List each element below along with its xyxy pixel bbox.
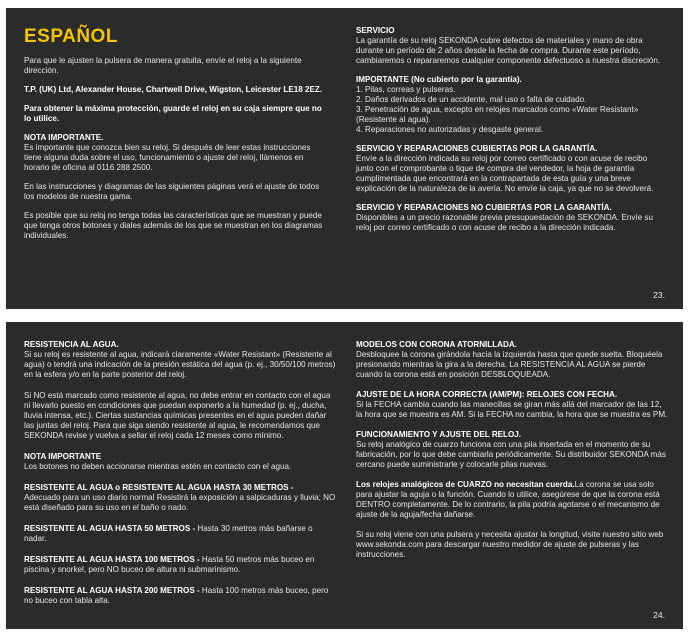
strap-text: Si su reloj viene con una pulsera y necesita ajustar la longitud, visite nuestro sitio web www.sekonda.com para descargar nuestro medidor de ajuste de pulseras y las instrucciones. xyxy=(356,530,664,559)
quartz-section xyxy=(356,480,668,520)
wr200-section xyxy=(24,586,336,606)
ampm-text: Si la FECHA cambia cuando las manecillas se giran más allá del marcador de las 12, la hora que se muestra es AM. Si la FECHA no cambia, la hora que se muestra es PM. xyxy=(356,400,668,419)
uncovered-text: Disponibles a un precio razonable previa presupuestación de SEKONDA. Envíe su reloj por correo certificado o con acuse de recibo a la dirección indicada. xyxy=(356,213,653,232)
wr50-heading: RESISTENTE AL AGUA HASTA 50 METROS - xyxy=(24,524,196,533)
water-resistance-section xyxy=(24,340,336,380)
instructions-text: En las instrucciones y diagramas de las siguientes páginas verá el ajuste de todos los modelos de nuestra gama. xyxy=(24,182,320,201)
function-heading: FUNCIONAMIENTO Y AJUSTE DEL RELOJ. xyxy=(356,430,522,439)
not-marked-text: Si NO está marcado como resistente al agua, no debe entrar en contacto con el agua ni llevarlo puesto en condiciones que puedan exponerlo a la humedad (p. ej., ducha, lluvia intensa, etc.). Ciertas sustancias químicas presentes en el agua pueden dañar las juntas del reloj. Para que siga siendo resistente al agua, le recomendamos que SEKONDA revise y vuelva a sellar el reloj cada 12 meses como mínimo. xyxy=(24,391,331,440)
not-covered-heading: IMPORTANTE (No cubierto por la garantía). xyxy=(356,75,522,84)
page-24-right-column xyxy=(356,340,668,570)
covered-text: Envíe a la dirección indicada su reloj por correo certificado o con acuse de recibo junto con el comprobante o tique de compra del vendedor, la hoja de garantía cumplimentada que encontrará en la contrapartada de esta guía y una breve explicación de la naturaleza de la avería. No envíe la caja, ya que no se devolverá. xyxy=(356,154,654,193)
service-section xyxy=(356,26,664,66)
buttons-note xyxy=(24,452,336,472)
features-text: Es posible que su reloj no tenga todas las características que se muestran y puede que tenga otros botones y diales además de los que se muestran en los diagramas individuales. xyxy=(24,211,323,240)
page-23-right-column xyxy=(356,26,664,242)
quartz-text: La corona se usa solo para ajustar la aguja o la función. Cuando lo utilice, asegúrese de que la corona está DENTRO completamente. De lo contrario, la pila podría agotarse o el mecanismo de ajuste de la aguja/fecha dañarse. xyxy=(356,480,660,519)
page-24 xyxy=(6,322,683,629)
wr30-heading: RESISTENTE AL AGUA o RESISTENTE AL AGUA HASTA 30 METROS - xyxy=(24,483,294,492)
screw-crown-text: Desbloquee la corona girándola hacia la izquierda hasta que quede suelta. Bloquéela presionando mientras la gira a la derecha. La RESISTENCIA AL AGUA se pierde cuando la corona está en posición DESBLOQUEADA. xyxy=(356,350,663,379)
page-24-left-column xyxy=(24,340,336,617)
wr30-text: Adecuado para un uso diario normal Resistirá la exposición a salpicaduras y lluvia; NO está diseñado para su uso en el baño o nado. xyxy=(24,493,336,512)
wr50-section xyxy=(24,524,336,544)
covered-heading: SERVICIO Y REPARACIONES CUBIERTAS POR LA GARANTÍA. xyxy=(356,144,598,153)
ampm-section xyxy=(356,390,668,420)
not-covered-item: 3. Penetración de agua, excepto en relojes marcados como «Water Resistant» (Resistente al agua). xyxy=(356,105,639,124)
buttons-note-text: Los botones no deben accionarse mientras estén en contacto con el agua. xyxy=(24,462,292,471)
function-section xyxy=(356,430,668,470)
service-text: La garantía de su reloj SEKONDA cubre defectos de materiales y mano de obra durante un período de 2 años desde la fecha de compra. Durante este período, cambiaremos o repararemos cualquier componente defectuoso a nuestra discreción. xyxy=(356,36,661,65)
covered-section xyxy=(356,144,664,194)
wr100-section xyxy=(24,555,336,575)
intro-text: Para que le ajusten la pulsera de manera gratuita, envíe el reloj a la siguiente dirección. xyxy=(24,56,302,75)
uncovered-heading: SERVICIO Y REPARACIONES NO CUBIERTAS POR LA GARANTÍA. xyxy=(356,203,612,212)
return-address: T.P. (UK) Ltd, Alexander House, Chartwell Drive, Wigston, Leicester LE18 2EZ. xyxy=(24,85,323,94)
not-covered-item: 1. Pilas, correas y pulseras. xyxy=(356,85,456,94)
quartz-heading: Los relojes analógicos de CUARZO no necesitan cuerda. xyxy=(356,480,575,489)
wr100-heading: RESISTENTE AL AGUA HASTA 100 METROS - xyxy=(24,555,200,564)
wr200-heading: RESISTENTE AL AGUA HASTA 200 METROS - xyxy=(24,586,200,595)
important-note xyxy=(24,133,329,173)
screw-crown-section xyxy=(356,340,668,380)
important-note-text: Es importante que conozca bien su reloj. Si después de leer estas instrucciones tiene alguna duda sobre el uso, funcionamiento o ajuste del reloj, llámenos en horario de oficina al 0116 288 2500. xyxy=(24,143,311,172)
page-number: 24. xyxy=(653,610,665,620)
page-23 xyxy=(6,8,683,309)
wr100-text: Hasta 50 metros más buceo en piscina y snorkel, pero NO buceo de altura ni submarinismo. xyxy=(24,555,315,574)
wr30-section xyxy=(24,483,336,513)
function-text: Su reloj analógico de cuarzo funciona con una pila insertada en el momento de su fabricación, por lo que debe cambiarla periódicamente. Su distribuidor SEKONDA más cercano puede suministrarle y colocarle pilas nuevas. xyxy=(356,440,666,469)
wr50-text: Hasta 30 metros más bañarse o nadar. xyxy=(24,524,313,543)
not-covered-item: 4. Reparaciones no autorizadas y desgaste general. xyxy=(356,125,544,134)
not-covered-item: 2. Daños derivados de un accidente, mal uso o falta de cuidado. xyxy=(356,95,587,104)
wr200-text: Hasta 100 metros más buceo, pero no buceo con tabla alta. xyxy=(24,586,329,605)
not-covered-section xyxy=(356,75,664,135)
water-resistance-text: Si su reloj es resistente al agua, indicará claramente «Water Resistant» (Resistente al agua) o tendrá una indicación de la presión estática del agua (p. ej., 30/50/100 metros) en la esfera y/o en la parte posterior del reloj. xyxy=(24,350,336,379)
uncovered-section xyxy=(356,203,664,233)
important-note-heading: NOTA IMPORTANTE. xyxy=(24,133,104,142)
ampm-heading: AJUSTE DE LA HORA CORRECTA (AM/PM): RELOJES CON FECHA. xyxy=(356,390,618,399)
page-23-left-column xyxy=(24,26,329,250)
page-number: 23. xyxy=(653,290,665,300)
buttons-note-heading: NOTA IMPORTANTE xyxy=(24,452,102,461)
screw-crown-heading: MODELOS CON CORONA ATORNILLADA. xyxy=(356,340,517,349)
service-heading: SERVICIO xyxy=(356,26,395,35)
language-title: ESPAÑOL xyxy=(24,26,118,47)
water-resistance-heading: RESISTENCIA AL AGUA. xyxy=(24,340,119,349)
protection-note: Para obtener la máxima protección, guarde el reloj en su caja siempre que no lo utilice. xyxy=(24,104,322,123)
